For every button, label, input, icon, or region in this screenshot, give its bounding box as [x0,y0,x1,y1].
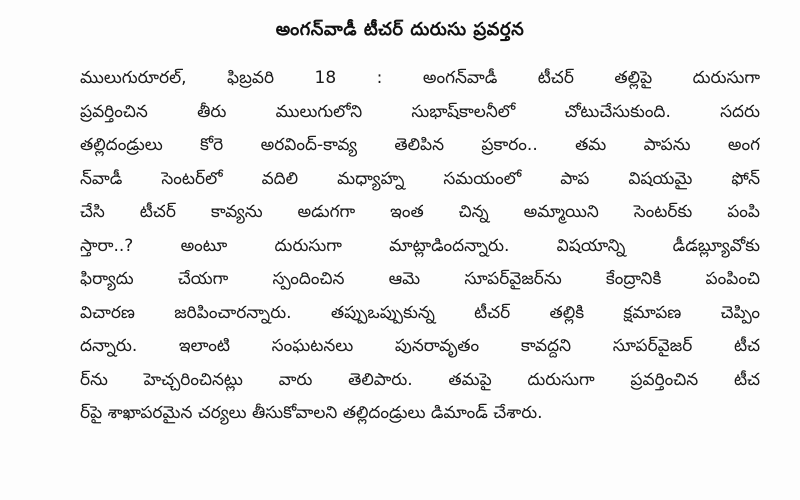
bottom-rule [575,490,695,500]
article-line: ర్‌ను హెచ్చరించినట్లు వారు తెలిపారు. తమపై దురుసుగా ప్రవర్తించిన టీచ [80,369,760,390]
article-line: ములుగురూరల్, ఫిబ్రవరి 18 : అంగన్‌వాడీ టీచర్ తల్లిపై దురుసుగా [80,68,760,88]
article-line: న్‌వాడీ సెంటర్‌లో వదిలి మధ్యాహ్న సమయంలో పాప విషయమై ఫోన్ [80,168,760,189]
headline: అంగన్‌వాడీ టీచర్ దురుసు ప్రవర్తన [275,19,525,40]
article-line: తల్లిదండ్రులు కోరె అరవింద్-కావ్య తెలిపిన ప్రకారం.. తమ పాపను అంగ [80,135,760,155]
article-line: దన్నారు. ఇలాంటి సంఘటనలు పునరావృతం కావద్దని సూపర్‌వైజర్ టీచ [80,336,760,356]
article-body [80,62,760,431]
article-line: విచారణ జరిపించారన్నారు. తప్పుఒప్పుకున్న టీచర్ తల్లికి క్షమాపణ చెప్పిం [80,302,760,323]
article-line: ర్‌పై శాఖాపరమైన చర్యలు తీసుకోవాలని తల్లిదండ్రులు డిమాండ్ చేశారు. [80,403,543,423]
article-line: స్తారా..? అంటూ దురుసుగా మాట్లాడిందన్నారు. విషయాన్ని డీడబ్ల్యూవోకు [80,235,760,256]
article-line: ప్రవర్తించిన తీరు ములుగులోని సుభాష్‌కాలనీలో చోటుచేసుకుంది. సదరు [80,101,760,122]
article-line: ఫిర్యాదు చేయగా స్పందించిన ఆమె సూపర్‌వైజర్‌ను కేంద్రానికి పంపించి [80,269,760,289]
article-line: చేసి టీచర్ కావ్యను అడుగగా ఇంత చిన్న అమ్మాయిని సెంటర్‌కు పంపి [80,202,760,222]
